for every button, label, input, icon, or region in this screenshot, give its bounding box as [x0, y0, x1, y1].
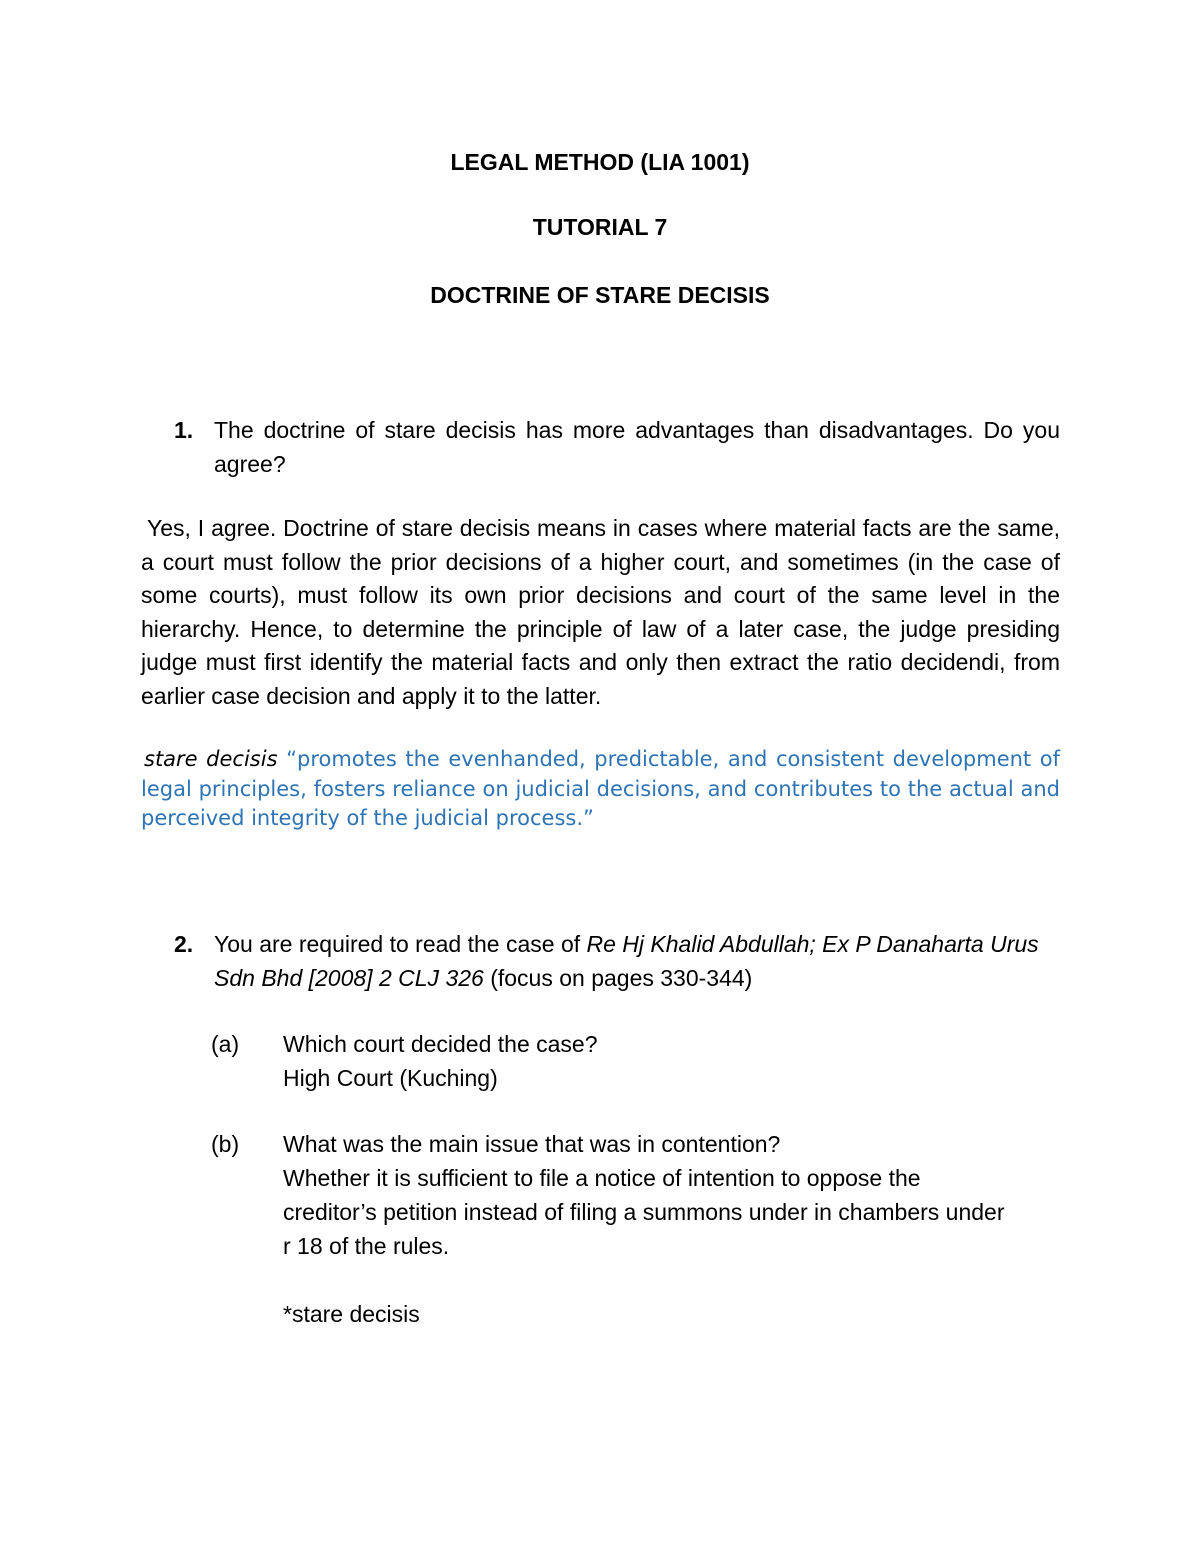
part-b-answer: Whether it is sufficient to file a notice of intention to oppose the creditor’s petition instead of filing a summons under in chambers under r 18 of the rules.	[283, 1165, 1005, 1259]
question-2-lead: You are required to read the case of	[214, 931, 587, 957]
question-1-quote	[141, 745, 1060, 834]
quote-lead: stare decisis	[144, 747, 278, 771]
question-2-number: 2.	[174, 931, 194, 957]
part-b-question: What was the main issue that was in contention?	[283, 1131, 781, 1157]
question-1-answer: Yes, I agree. Doctrine of stare decisis means in cases where material facts are the same, a court must follow the prior decisions of a higher court, and sometimes (in the case of some courts), must follow its own prior decisions and court of the same level in the hierarchy. Hence, to determine the principle of law of a later case, the judge presiding judge must first identify the material facts and only then extract the ratio decidendi, from earlier case decision and apply it to the latter.	[141, 515, 1060, 709]
part-a-answer: High Court (Kuching)	[283, 1065, 498, 1091]
part-b	[283, 1127, 1043, 1331]
part-a-question: Which court decided the case?	[283, 1031, 598, 1057]
question-2-text	[214, 927, 1060, 995]
tutorial-title: TUTORIAL 7	[532, 214, 668, 240]
question-2-focus: (focus on pages 330-344)	[483, 965, 753, 991]
topic-title: DOCTRINE OF STARE DECISIS	[430, 282, 770, 308]
question-1-number: 1.	[174, 417, 194, 443]
question-1-text: The doctrine of stare decisis has more advantages than disadvantages. Do you agree?	[214, 417, 1060, 477]
part-b-note: *stare decisis	[283, 1301, 420, 1327]
course-title: LEGAL METHOD (LIA 1001)	[450, 149, 750, 175]
part-b-label: (b)	[211, 1131, 240, 1157]
quote-body: “promotes the evenhanded, predictable, and consistent development of legal principles, fosters reliance on judicial decisions, and contributes to the actual and perceived integrity of the judicial process.”	[141, 747, 1060, 830]
case-citation: Re Hj Khalid Abdullah; Ex P Danaharta Urus Sdn Bhd [2008] 2 CLJ 326	[214, 931, 1039, 991]
part-a	[283, 1027, 1043, 1095]
part-a-label: (a)	[211, 1031, 240, 1057]
